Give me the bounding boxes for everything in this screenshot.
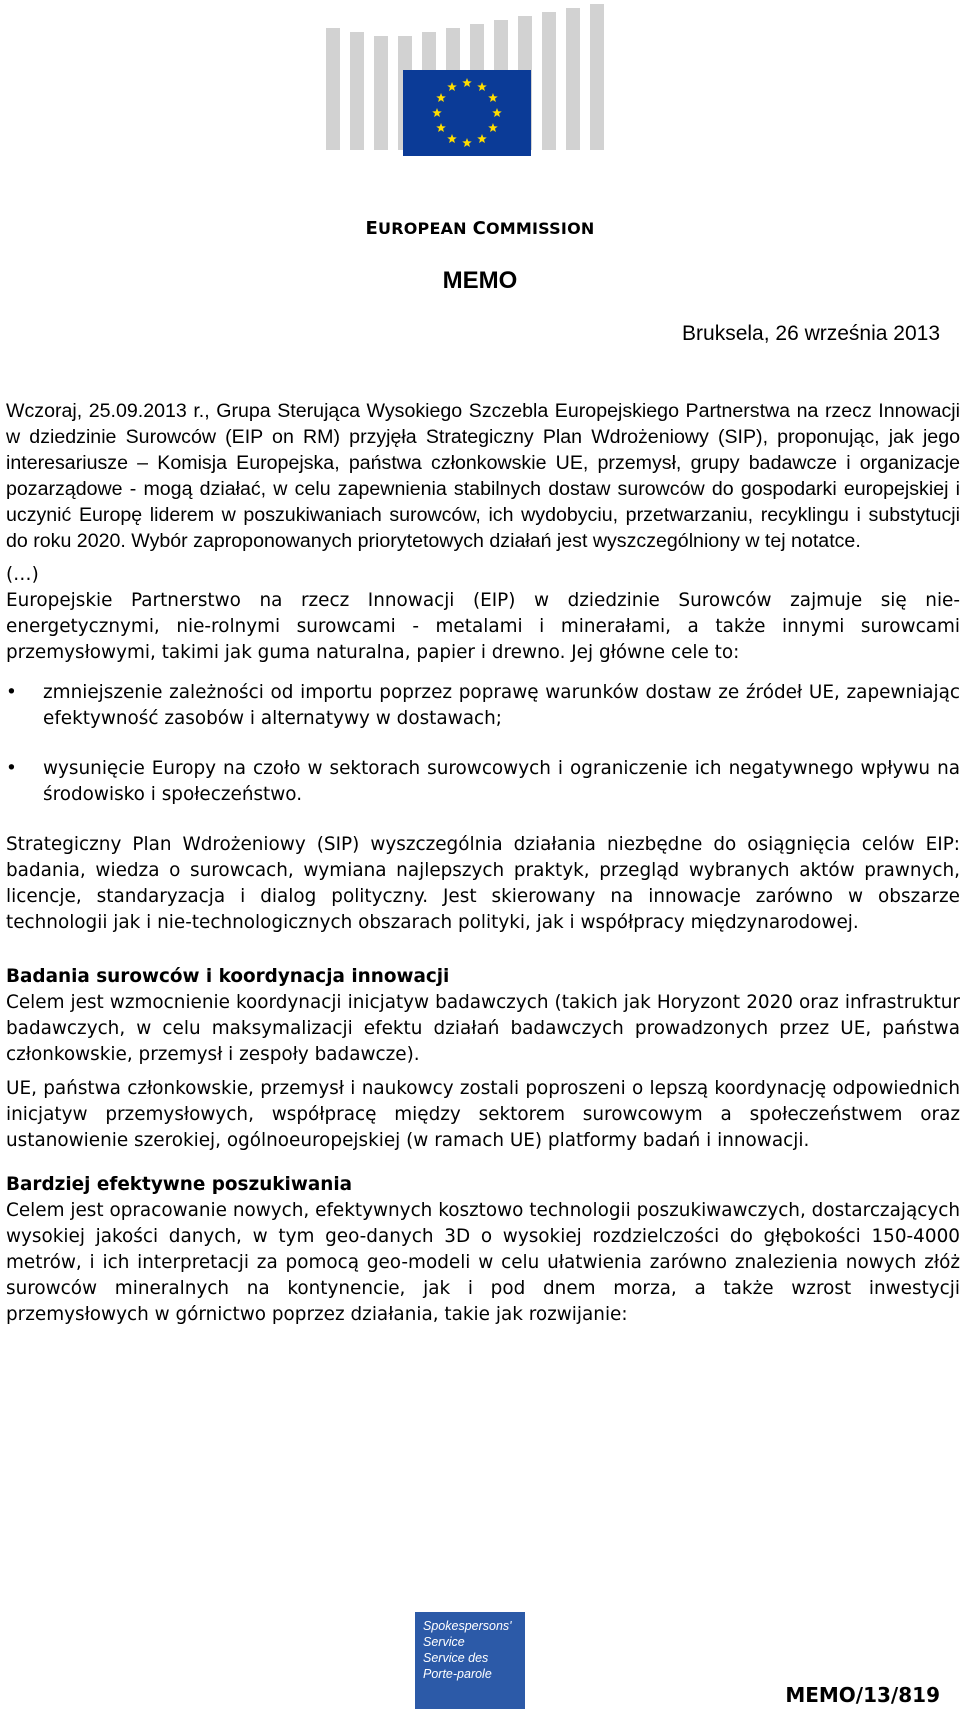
memo-body xyxy=(6,398,960,1328)
intro-paragraph: Wczoraj, 25.09.2013 r., Grupa Sterująca Wysokiego Szczebla Europejskiego Partnerstwa na rzecz Innowacji w dziedzinie Surowców (EIP on RM) przyjęła Strategiczny Plan Wdrożeniowy (SIP), proponując, jak jego interesariusze – Komisja Europejska, państwa członkowskie UE, przemysł, grupy badawcze i organizacje pozarządowe - mogą działać, w celu zapewnienia stabilnych dostaw surowców do gospodarki europejskiej i uczynić Europę liderem w poszukiwaniach surowców, ich wydobyciu, przetwarzaniu, recyklingu i substytucji do roku 2020. Wybór zaproponowanych priorytetowych działań jest wyszczególniony w tej notatce. xyxy=(6,400,960,552)
list-item: • zmniejszenie zależności od importu poprzez poprawę warunków dostaw ze źródeł UE, zapewniając efektywność zasobów i alternatywy w dostawach; xyxy=(6,680,960,732)
objectives-list xyxy=(6,680,960,808)
section-heading-research: Badania surowców i koordynacja innowacji xyxy=(6,966,450,987)
research-paragraph-2: UE, państwa członkowskie, przemysł i naukowcy zostali poproszeni o lepszą koordynację odpowiednich inicjatyw przemysłowych, współpracę między sektorem surowcowym a społeczeństwem oraz ustanowienie szerokiej, ogólnoeuropejskiej (w ramach UE) platformy badań i innowacji. xyxy=(6,1078,960,1151)
sip-paragraph: Strategiczny Plan Wdrożeniowy (SIP) wyszczególnia działania niezbędne do osiągnięcia celów EIP: badania, wiedza o surowcach, wymiana najlepszych praktyk, przegląd wybranych aktów prawnych, licencje, standaryzacja i dialog polityczny. Jest skierowany na innowacje zarówno w obszarze technologii jak i nie-technologicznych obszarach polityki, jak i współpracy międzynarodowej. xyxy=(6,834,960,933)
ellipsis: (…) xyxy=(6,564,39,585)
building-column xyxy=(350,32,364,150)
ec-logo xyxy=(0,0,960,200)
building-column xyxy=(542,12,556,150)
document-type: MEMO xyxy=(442,267,518,294)
building-column xyxy=(326,28,340,150)
european-commission-logo-icon xyxy=(318,0,638,200)
list-item: • wysunięcie Europy na czoło w sektorach surowcowych i ograniczenie ich negatywnego wpływu na środowisko i społeczeństwo. xyxy=(6,756,960,808)
research-paragraph-1: Celem jest wzmocnienie koordynacji inicjatyw badawczych (takich jak Horyzont 2020 oraz infrastruktur badawczych, w celu maksymalizacji efektu działań badawczych prowadzonych przez UE, państwa członkowskie, przemysł i zespoły badawcze). xyxy=(6,992,960,1065)
section-heading-exploration: Bardziej efektywne poszukiwania xyxy=(6,1174,353,1195)
exploration-paragraph: Celem jest opracowanie nowych, efektywnych kosztowo technologii poszukiwawczych, dostarczających wysokiej jakości danych, w tym geo-danych 3D o wysokiej rozdzielczości do głębokości 150-4000 metrów, i ich interpretacji za pomocą geo-modeli w celu ułatwienia zarówno znalezienia nowych złóż surowców mineralnych na kontynencie, jak i pod dnem morza, a także wzrost inwestycji przemysłowych w górnictwo poprzez działania, takie jak rozwijanie: xyxy=(6,1200,960,1325)
memo-reference: MEMO/13/819 xyxy=(785,1683,940,1707)
spokespersons-service-logo: Spokespersons' Service Service des Porte-parole xyxy=(415,1612,525,1709)
building-column xyxy=(566,8,580,150)
objectives-paragraph: Europejskie Partnerstwo na rzecz Innowacji (EIP) w dziedzinie Surowców zajmuje się nie-energetycznymi, nie-rolnymi surowcami - metalami i minerałami, a także innymi surowcami przemysłowymi, takimi jak guma naturalna, papier i drewno. Jej główne cele to: xyxy=(6,590,960,663)
dateline: Bruksela, 26 września 2013 xyxy=(682,322,940,345)
building-column xyxy=(590,4,604,150)
building-column xyxy=(374,36,388,150)
organization-name: EUROPEAN COMMISSION xyxy=(365,218,595,239)
